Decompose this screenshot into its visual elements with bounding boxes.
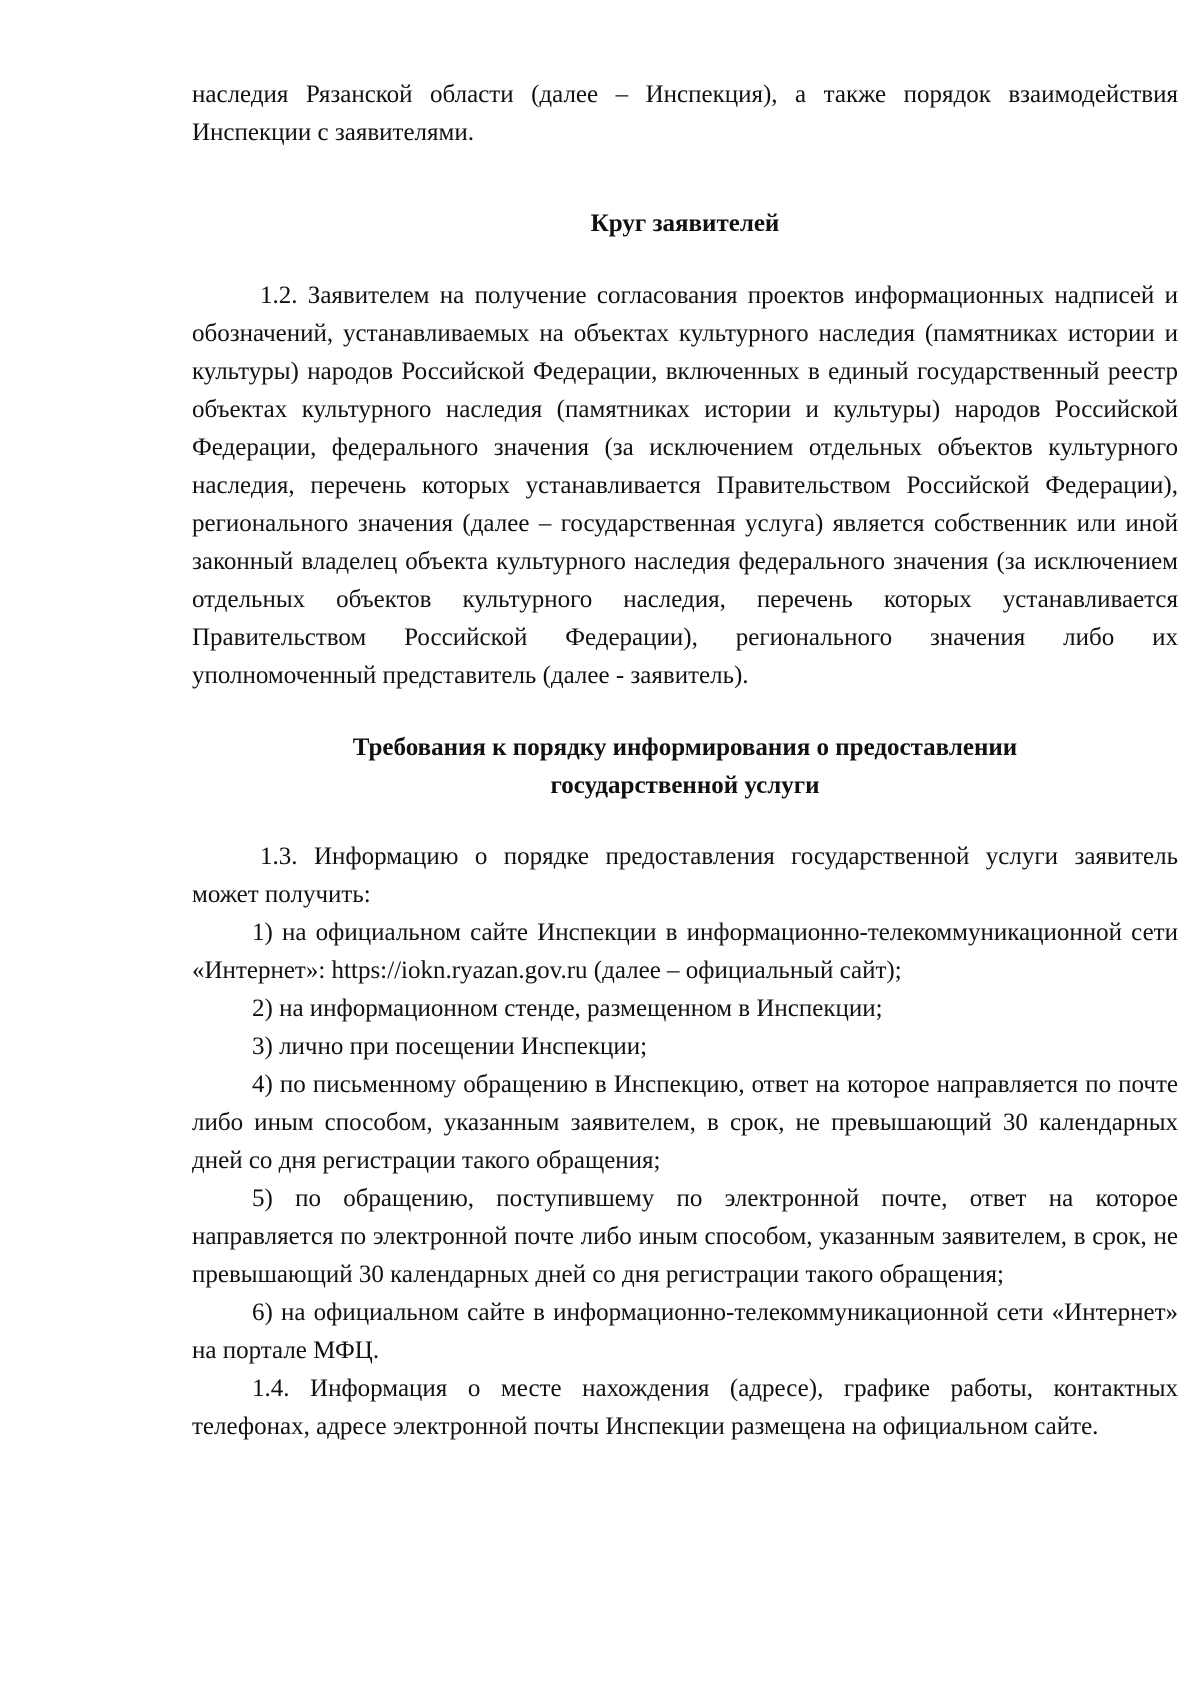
document-page bbox=[192, 76, 1178, 1446]
paragraph-1-3: 1.3. Информацию о порядке предоставления государственной услуги заявитель может получить: bbox=[192, 843, 1178, 908]
paragraph-1-4: 1.4. Информация о месте нахождения (адресе), графике работы, контактных телефонах, адресе электронной почты Инспекции размещена на официальном сайте. bbox=[192, 1375, 1178, 1440]
list-item-2: 2) на информационном стенде, размещенном в Инспекции; bbox=[252, 995, 883, 1022]
intro-paragraph: наследия Рязанской области (далее – Инспекция), а также порядок взаимодействия Инспекции с заявителями. bbox=[192, 81, 1178, 146]
paragraph-1-2: 1.2. Заявителем на получение согласования проектов информационных надписей и обозначений, устанавливаемых на объектах культурного наследия (памятниках истории и культуры) народов Российской Федерации, включенных в единый государственный реестр объектах культурного наследия (памятниках истории и культуры) народов Российской Федерации, федерального значения (за исключением отдельных объектов культурного наследия, перечень которых устанавливается Правительством Российской Федерации), регионального значения (далее – государственная услуга) является собственник или иной законный владелец объекта культурного наследия федерального значения (за исключением отдельных объектов культурного наследия, перечень которых устанавливается Правительством Российской Федерации), регионального значения либо их уполномоченный представитель (далее - заявитель). bbox=[192, 282, 1178, 689]
list-item-4: 4) по письменному обращению в Инспекцию, ответ на которое направляется по почте либо иным способом, указанным заявителем, в срок, не превышающий 30 календарных дней со дня регистрации такого обращения; bbox=[192, 1071, 1178, 1174]
list-item-5: 5) по обращению, поступившему по электронной почте, ответ на которое направляется по электронной почте либо иным способом, указанным заявителем, в срок, не превышающий 30 календарных дней со дня регистрации такого обращения; bbox=[192, 1185, 1178, 1288]
list-item-1: 1) на официальном сайте Инспекции в информационно-телекоммуникационной сети «Интернет»: https://iokn.ryazan.gov.ru (далее – официальный сайт); bbox=[192, 919, 1178, 984]
list-item-3: 3) лично при посещении Инспекции; bbox=[252, 1033, 648, 1060]
list-item-6: 6) на официальном сайте в информационно-телекоммуникационной сети «Интернет» на портале МФЦ. bbox=[192, 1299, 1178, 1364]
section-heading-informing bbox=[192, 729, 1178, 805]
section-heading-informing-line1: Требования к порядку информирования о предоставлении bbox=[352, 734, 1018, 761]
section-heading-informing-line2: государственной услуги bbox=[550, 772, 820, 799]
section-heading-applicants: Круг заявителей bbox=[590, 210, 780, 237]
